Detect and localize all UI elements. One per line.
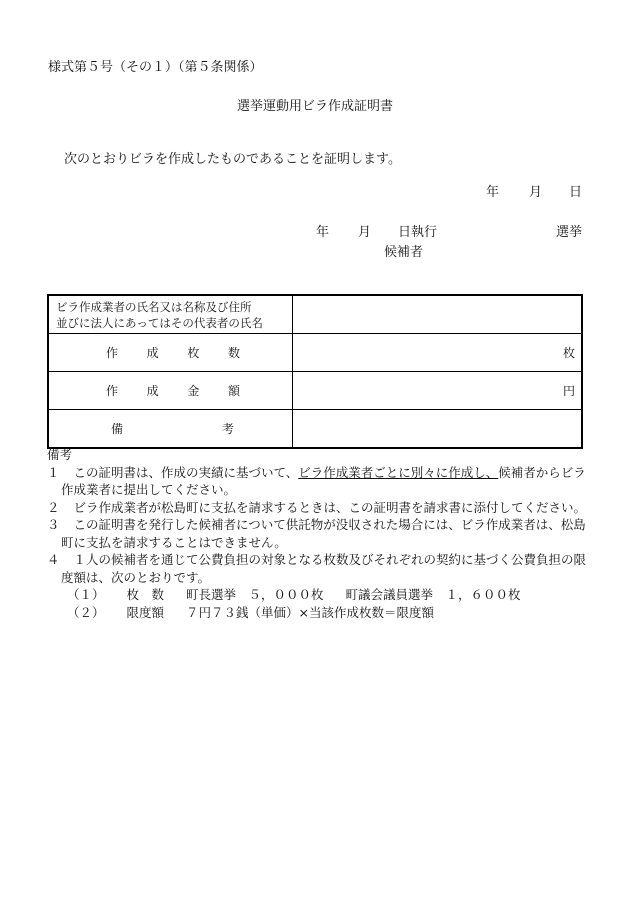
printer-label-line2: 並びに法人にあってはその代表者の氏名 <box>56 316 263 330</box>
label-char: 考 <box>221 422 234 436</box>
label-char: 数 <box>227 346 240 360</box>
note-text: この証明書を発行した候補者について供託物が没収された場合には、ビラ作成業者は、松島町に支払を請求することはできません。 <box>61 517 586 550</box>
sub-number: （１） <box>67 587 105 602</box>
print-amount-field[interactable] <box>293 372 583 410</box>
note-number: １ <box>47 464 60 480</box>
election-label: 選挙 <box>556 225 583 240</box>
print-quantity-field[interactable] <box>293 334 583 372</box>
label-char: 額 <box>227 384 240 398</box>
note-text-part: この証明書は、作成の実績に基づいて、 <box>73 464 299 480</box>
sub-label: 限度額 <box>126 604 165 620</box>
note-text <box>61 464 587 499</box>
label-char: 金 <box>187 384 200 398</box>
label-char: 成 <box>146 346 159 360</box>
print-quantity-label <box>48 334 293 372</box>
election-day-executed-label: 日執行 <box>398 225 438 240</box>
sub-item-limit <box>47 604 587 622</box>
election-month-label: 月 <box>358 225 372 240</box>
printer-label-line1: ビラ作成業者の氏名又は名称及び住所 <box>56 300 252 314</box>
date-month-label: 月 <box>529 185 543 200</box>
label-char: 成 <box>146 384 159 398</box>
sub-label: 枚 数 <box>126 587 165 602</box>
table-row <box>48 372 582 410</box>
sub-number: （２） <box>67 604 105 620</box>
label-char: 作 <box>106 384 119 398</box>
table-row <box>48 410 582 449</box>
notes-heading: 備考 <box>47 447 73 462</box>
label-char: 作 <box>106 346 119 360</box>
notes-section <box>47 446 587 621</box>
certification-statement: 次のとおりビラを作成したものであることを証明します。 <box>64 152 401 167</box>
note-number: ４ <box>47 552 60 567</box>
mayor-election-limit: 町長選挙 ５，０００枚 <box>186 587 324 602</box>
certificate-table <box>47 294 583 449</box>
note-number: ２ <box>47 499 60 515</box>
note-item <box>47 499 587 517</box>
date-day-label: 日 <box>569 185 583 200</box>
document-title: 選挙運動用ビラ作成証明書 <box>236 99 393 114</box>
sheets-unit: 枚 <box>562 346 575 360</box>
candidate-label: 候補者 <box>384 245 424 260</box>
date-year-label: 年 <box>486 185 500 200</box>
label-char: 枚 <box>187 346 200 360</box>
note-text: ビラ作成業者が松島町に支払を請求するときは、この証明書を請求書に添付してください。 <box>73 499 587 515</box>
note-number: ３ <box>47 517 60 532</box>
note-text-part: 候補者からビラ作成業者に提出してください。 <box>61 464 586 497</box>
table-row <box>48 295 582 334</box>
table-row <box>48 334 582 372</box>
remarks-label <box>48 410 293 449</box>
sub-item-quantity <box>47 586 587 604</box>
election-year-label: 年 <box>316 225 330 240</box>
note-underlined-text: ビラ作成業者ごとに別々に作成し、 <box>298 464 499 480</box>
printer-name-address-field[interactable] <box>293 295 583 334</box>
note-item <box>47 551 587 586</box>
limit-formula: ７円７３銭（単価）×当該作成枚数＝限度額 <box>186 604 435 620</box>
council-election-limit: 町議会議員選挙 １，６００枚 <box>345 587 521 602</box>
note-text: １人の候補者を通じて公費負担の対象となる枚数及びそれぞれの契約に基づく公費負担の限度額は、次のとおりです。 <box>61 552 587 585</box>
printer-name-address-label <box>48 295 293 334</box>
form-number: 様式第５号（その１）（第５条関係） <box>48 60 263 75</box>
yen-unit: 円 <box>562 384 575 398</box>
note-item <box>47 464 587 499</box>
label-char: 備 <box>111 422 124 436</box>
remarks-field[interactable] <box>293 410 583 449</box>
note-item <box>47 516 587 551</box>
print-amount-label <box>48 372 293 410</box>
